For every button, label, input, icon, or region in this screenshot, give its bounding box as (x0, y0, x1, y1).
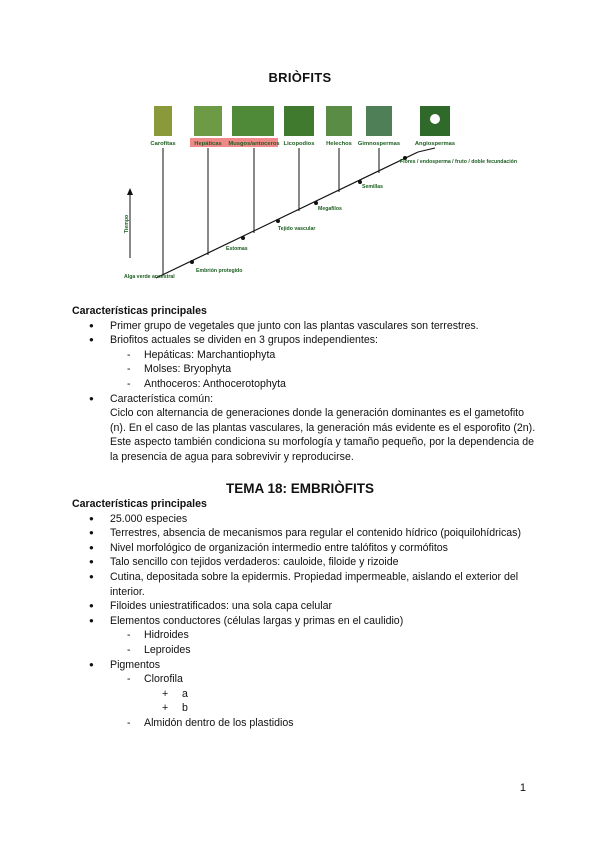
list-item: ● 25.000 especies (72, 512, 542, 527)
taxon-label: Carofitas (150, 141, 176, 147)
trait-label: Flores / endosperma / fruto / doble fecundación (400, 159, 518, 165)
list-item: ● Talo sencillo con tejidos verdaderos: cauloide, filoide y rizoide (72, 555, 542, 570)
document-title: BRIÒFITS (268, 70, 332, 85)
taxon-label: Gimnospermas (357, 141, 401, 147)
trait-label: Embrión protegido (196, 268, 243, 274)
list-item: ● Cutina, depositada sobre la epidermis. Propiedad impermeable, aislando el exterior del interior. (72, 570, 542, 599)
sub-list-item: - Hidroides (72, 628, 542, 643)
section-bryophytes (72, 304, 542, 465)
sub-list-item: - Leproides (72, 643, 542, 658)
list-item: ● Filoides uniestratificados: una sola capa celular (72, 599, 542, 614)
list-item: ● Elementos conductores (células largas y primas en el caulidio) (72, 614, 542, 629)
trait-label: Megafilos (318, 206, 342, 212)
taxon-photos (154, 106, 450, 136)
trait-label: Tejido vascular (278, 226, 316, 232)
taxon-label: Licopodios (283, 141, 315, 147)
phylogeny-figure (118, 100, 518, 300)
list-item: ● Primer grupo de vegetales que junto con las plantas vasculares son terrestres. (72, 319, 542, 334)
list-item: ● Terrestres, absencia de mecanismos para regular el contenido hídrico (poiquilohídricas) (72, 526, 542, 541)
sub-list-item: - Molses: Bryophyta (72, 362, 542, 377)
section-heading: Características principales (72, 305, 207, 317)
section-title: TEMA 18: EMBRIÒFITS (225, 481, 374, 496)
trait-label: Estomas (226, 246, 248, 252)
taxon-label: Musgos/antoceros (228, 141, 280, 147)
list-item: ● Nivel morfológico de organización intermedio entre talófitos y cormófitos (72, 541, 542, 556)
trait-label: Semillas (362, 184, 384, 190)
root-label: Alga verde ancestral (124, 274, 175, 280)
sub-list-item: - Anthoceros: Anthocerotophyta (72, 377, 542, 392)
section-embryophytes (72, 497, 542, 731)
sub-list-item: - Hepáticas: Marchantiophyta (72, 348, 542, 363)
section-heading: Características principales (72, 498, 207, 510)
page-number: 1 (519, 782, 526, 794)
sub-sub-list-item: + b (72, 701, 542, 716)
paragraph: Ciclo con alternancia de generaciones donde la generación dominantes es el gametofito (n). En el caso de las plantas vasculares, la generación más evidente es el esporofito (2n). Este aspecto también condiciona su morfología y tamaño pequeño, por la dependencia de la presencia de agua para sobrevivir y reproducirse. (110, 407, 536, 463)
sub-list-item: - Almidón dentro de los plastidios (72, 716, 542, 731)
sub-list-item: - Clorofila (72, 672, 542, 687)
list-item: ● Pigmentos (72, 658, 542, 673)
sub-sub-list-item: + a (72, 687, 542, 702)
time-axis-label: Tiempo (124, 214, 130, 234)
taxon-label: Angiospermas (414, 141, 456, 147)
list-item: ● Característica común: (72, 392, 542, 407)
list-item: ● Briofitos actuales se dividen en 3 grupos independientes: (72, 333, 542, 348)
taxon-label: Helechos (326, 141, 352, 147)
taxon-label: Hepáticas (194, 141, 222, 147)
